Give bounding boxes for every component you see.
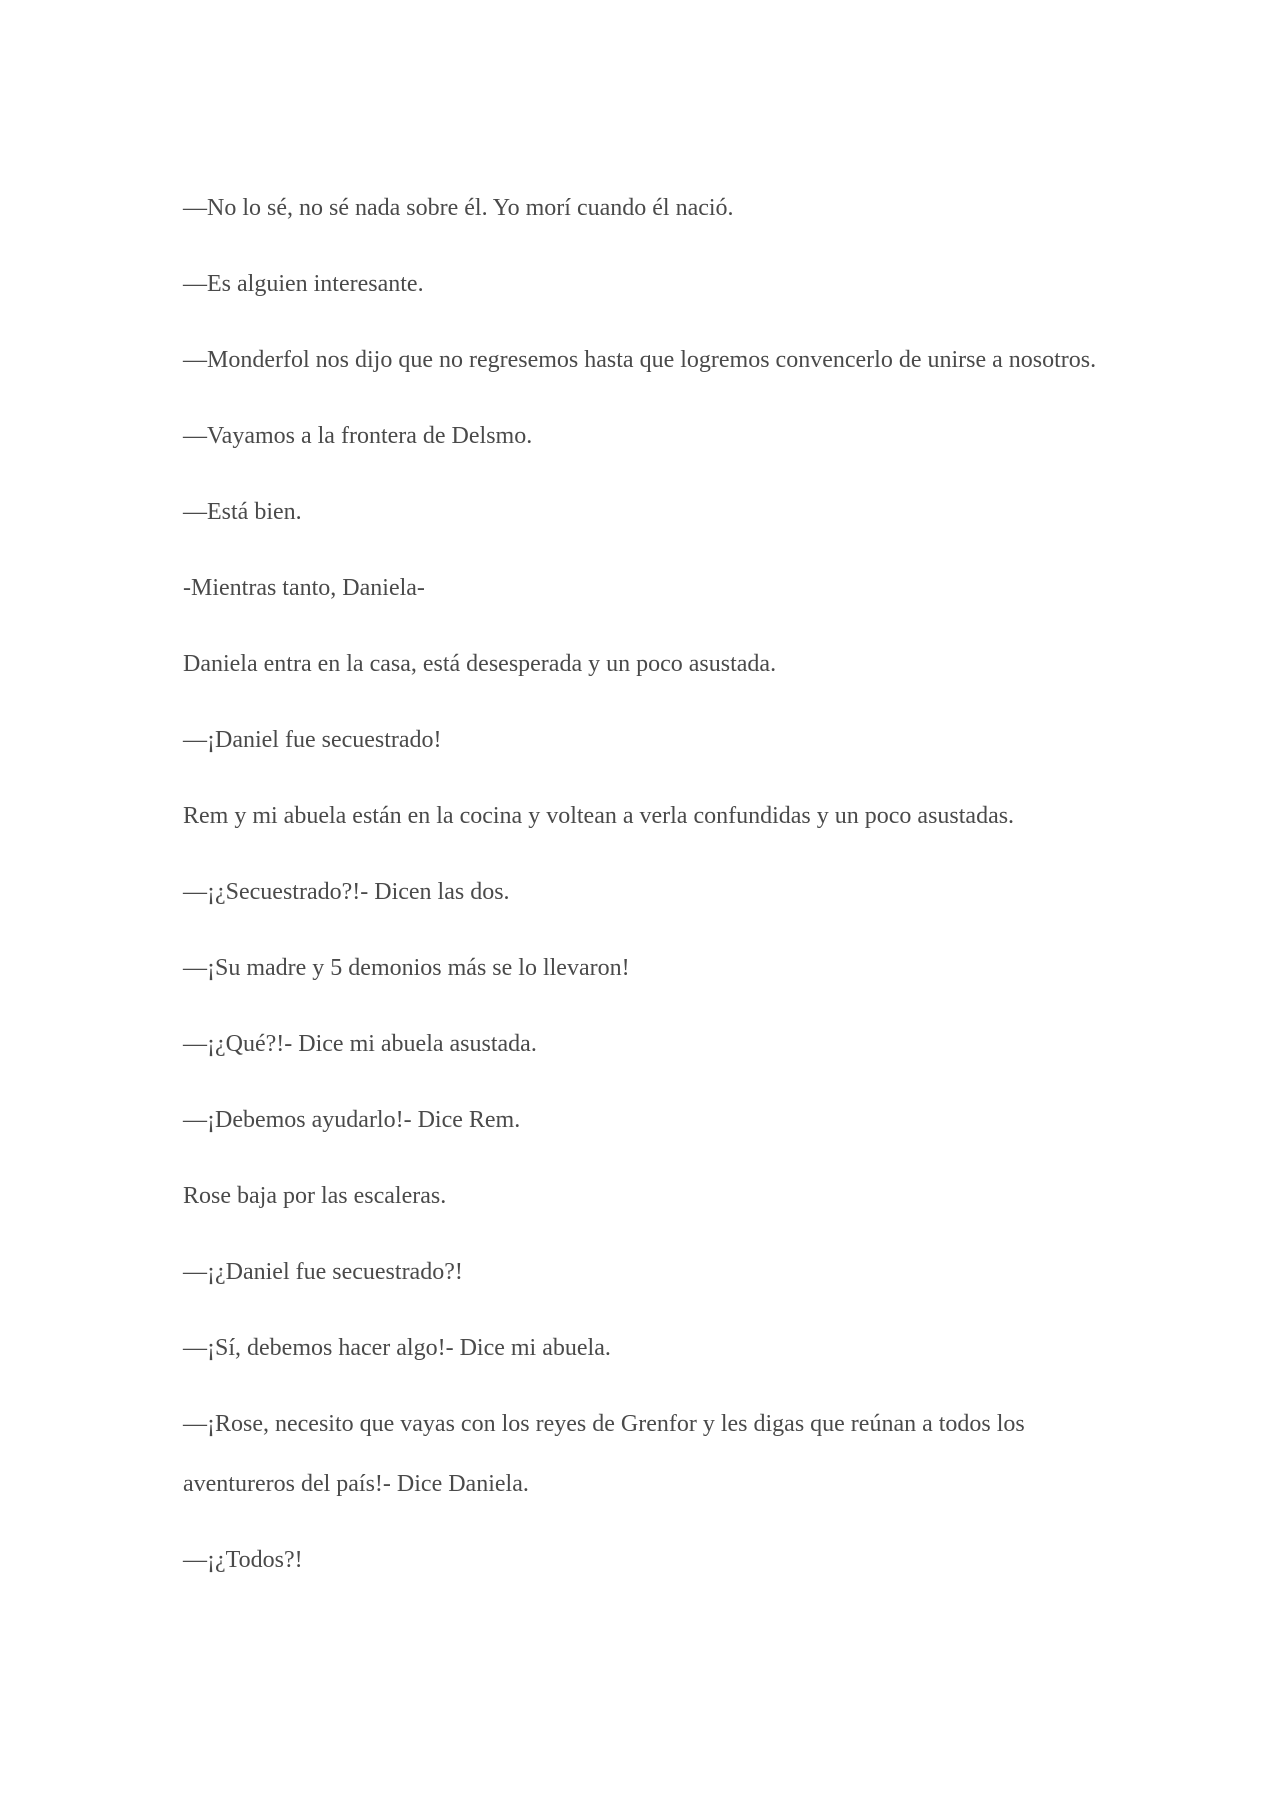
paragraph: —Está bien. [183,499,302,525]
paragraph: Daniela entra en la casa, está desesperada y un poco asustada. [183,651,777,677]
section-marker: -Mientras tanto, Daniela- [183,575,425,601]
document-body [183,178,1103,1606]
paragraph: —Monderfol nos dijo que no regresemos hasta que logremos convencerlo de unirse a nosotros. [183,347,1097,373]
paragraph: —¡Su madre y 5 demonios más se lo llevaron! [183,955,630,981]
paragraph: —No lo sé, no sé nada sobre él. Yo morí cuando él nació. [183,195,734,221]
paragraph: —¡Daniel fue secuestrado! [183,727,442,753]
paragraph: —¡¿Qué?!- Dice mi abuela asustada. [183,1031,537,1057]
paragraph: Rem y mi abuela están en la cocina y voltean a verla confundidas y un poco asustadas. [183,803,1015,829]
paragraph: Rose baja por las escaleras. [183,1183,447,1209]
paragraph: —Es alguien interesante. [183,271,424,297]
paragraph: —¡Sí, debemos hacer algo!- Dice mi abuela. [183,1335,611,1361]
paragraph: —¡¿Todos?! [183,1547,303,1573]
paragraph: —¡¿Secuestrado?!- Dicen las dos. [183,879,510,905]
paragraph: —¡Rose, necesito que vayas con los reyes de Grenfor y les digas que reúnan a todos los aventureros del país!- Dice Daniela. [183,1411,1025,1497]
paragraph: —¡Debemos ayudarlo!- Dice Rem. [183,1107,521,1133]
paragraph: —Vayamos a la frontera de Delsmo. [183,423,533,449]
paragraph: —¡¿Daniel fue secuestrado?! [183,1259,463,1285]
